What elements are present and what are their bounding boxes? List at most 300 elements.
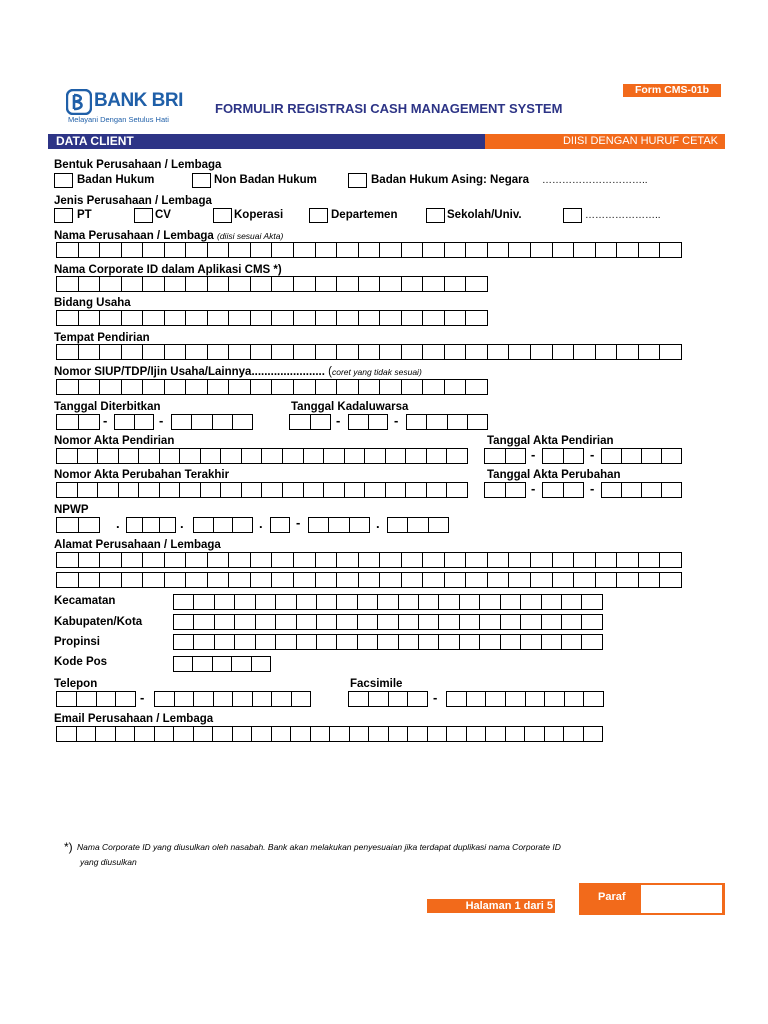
char-cell[interactable] — [57, 311, 79, 325]
char-cell[interactable] — [57, 727, 77, 741]
char-cell[interactable] — [660, 573, 682, 587]
char-cell[interactable] — [521, 615, 541, 629]
char-cell[interactable] — [155, 692, 175, 706]
char-cell[interactable] — [78, 449, 99, 463]
char-cell[interactable] — [488, 345, 510, 359]
char-cell[interactable] — [596, 573, 618, 587]
char-cell[interactable] — [427, 449, 448, 463]
char-cell[interactable] — [565, 692, 585, 706]
char-cell[interactable] — [122, 553, 144, 567]
char-cell[interactable] — [215, 595, 235, 609]
char-cell[interactable] — [337, 311, 359, 325]
char-cell[interactable] — [262, 449, 283, 463]
char-cell[interactable] — [175, 692, 195, 706]
char-cell[interactable] — [143, 277, 165, 291]
char-cell[interactable] — [160, 483, 181, 497]
char-cell[interactable] — [553, 345, 575, 359]
char-cell[interactable] — [468, 415, 488, 429]
telepon-number-boxes[interactable] — [154, 691, 311, 707]
char-cell[interactable] — [399, 595, 419, 609]
char-cell[interactable] — [359, 311, 381, 325]
char-cell[interactable] — [79, 518, 101, 532]
char-cell[interactable] — [316, 345, 338, 359]
char-cell[interactable] — [369, 415, 389, 429]
char-cell[interactable] — [423, 573, 445, 587]
char-cell[interactable] — [116, 692, 136, 706]
char-cell[interactable] — [79, 415, 101, 429]
char-cell[interactable] — [389, 727, 409, 741]
char-cell[interactable] — [485, 483, 506, 497]
char-cell[interactable] — [660, 345, 682, 359]
char-cell[interactable] — [291, 727, 311, 741]
char-cell[interactable] — [229, 243, 251, 257]
char-cell[interactable] — [229, 573, 251, 587]
char-cell[interactable] — [192, 415, 212, 429]
char-cell[interactable] — [506, 449, 527, 463]
char-cell[interactable] — [272, 243, 294, 257]
char-cell[interactable] — [272, 277, 294, 291]
char-cell[interactable] — [317, 635, 337, 649]
char-cell[interactable] — [57, 243, 79, 257]
char-cell[interactable] — [380, 380, 402, 394]
char-cell[interactable] — [337, 553, 359, 567]
char-cell[interactable] — [402, 380, 424, 394]
char-cell[interactable] — [193, 657, 212, 671]
char-cell[interactable] — [304, 483, 325, 497]
char-cell[interactable] — [553, 573, 575, 587]
kode-pos-boxes[interactable] — [173, 656, 271, 672]
char-cell[interactable] — [77, 692, 97, 706]
char-cell[interactable] — [521, 595, 541, 609]
char-cell[interactable] — [122, 311, 144, 325]
char-cell[interactable] — [143, 380, 165, 394]
propinsi-boxes[interactable] — [173, 634, 603, 650]
akta-pendirian-year-boxes[interactable] — [601, 448, 682, 464]
checkbox-lainnya[interactable] — [563, 208, 582, 223]
char-cell[interactable] — [135, 415, 155, 429]
char-cell[interactable] — [531, 243, 553, 257]
terbit-month-boxes[interactable] — [114, 414, 154, 430]
char-cell[interactable] — [564, 449, 585, 463]
char-cell[interactable] — [208, 380, 230, 394]
char-cell[interactable] — [660, 243, 682, 257]
char-cell[interactable] — [309, 518, 329, 532]
char-cell[interactable] — [466, 573, 488, 587]
char-cell[interactable] — [427, 415, 447, 429]
char-cell[interactable] — [574, 345, 596, 359]
char-cell[interactable] — [122, 277, 144, 291]
char-cell[interactable] — [96, 727, 116, 741]
nomor-akta-perubahan-boxes[interactable] — [56, 482, 468, 498]
char-cell[interactable] — [337, 635, 357, 649]
char-cell[interactable] — [439, 635, 459, 649]
char-cell[interactable] — [242, 449, 263, 463]
char-cell[interactable] — [201, 449, 222, 463]
char-cell[interactable] — [119, 449, 140, 463]
char-cell[interactable] — [256, 595, 276, 609]
char-cell[interactable] — [98, 449, 119, 463]
char-cell[interactable] — [574, 573, 596, 587]
char-cell[interactable] — [233, 415, 253, 429]
kecamatan-boxes[interactable] — [173, 594, 603, 610]
char-cell[interactable] — [186, 553, 208, 567]
char-cell[interactable] — [467, 692, 487, 706]
char-cell[interactable] — [531, 345, 553, 359]
char-cell[interactable] — [294, 277, 316, 291]
char-cell[interactable] — [378, 635, 398, 649]
akta-pendirian-month-boxes[interactable] — [542, 448, 584, 464]
char-cell[interactable] — [445, 553, 467, 567]
char-cell[interactable] — [252, 727, 272, 741]
char-cell[interactable] — [564, 727, 584, 741]
char-cell[interactable] — [562, 635, 582, 649]
char-cell[interactable] — [100, 380, 122, 394]
char-cell[interactable] — [408, 518, 428, 532]
char-cell[interactable] — [423, 553, 445, 567]
char-cell[interactable] — [466, 345, 488, 359]
char-cell[interactable] — [208, 345, 230, 359]
char-cell[interactable] — [242, 483, 263, 497]
char-cell[interactable] — [127, 518, 143, 532]
char-cell[interactable] — [448, 415, 468, 429]
char-cell[interactable] — [389, 692, 409, 706]
char-cell[interactable] — [165, 243, 187, 257]
char-cell[interactable] — [233, 692, 253, 706]
char-cell[interactable] — [466, 311, 488, 325]
char-cell[interactable] — [297, 595, 317, 609]
char-cell[interactable] — [602, 483, 622, 497]
char-cell[interactable] — [276, 615, 296, 629]
char-cell[interactable] — [329, 518, 349, 532]
char-cell[interactable] — [402, 243, 424, 257]
char-cell[interactable] — [272, 692, 292, 706]
char-cell[interactable] — [337, 573, 359, 587]
char-cell[interactable] — [349, 415, 369, 429]
char-cell[interactable] — [622, 449, 642, 463]
char-cell[interactable] — [186, 573, 208, 587]
char-cell[interactable] — [466, 380, 488, 394]
char-cell[interactable] — [165, 277, 187, 291]
char-cell[interactable] — [509, 243, 531, 257]
char-cell[interactable] — [311, 727, 331, 741]
char-cell[interactable] — [419, 635, 439, 649]
char-cell[interactable] — [378, 595, 398, 609]
nomor-akta-pendirian-boxes[interactable] — [56, 448, 468, 464]
char-cell[interactable] — [316, 277, 338, 291]
char-cell[interactable] — [460, 615, 480, 629]
char-cell[interactable] — [380, 553, 402, 567]
char-cell[interactable] — [402, 311, 424, 325]
char-cell[interactable] — [186, 277, 208, 291]
akta-perubahan-month-boxes[interactable] — [542, 482, 584, 498]
char-cell[interactable] — [406, 449, 427, 463]
char-cell[interactable] — [221, 449, 242, 463]
char-cell[interactable] — [622, 483, 642, 497]
char-cell[interactable] — [180, 483, 201, 497]
char-cell[interactable] — [486, 727, 506, 741]
char-cell[interactable] — [350, 727, 370, 741]
char-cell[interactable] — [174, 727, 194, 741]
char-cell[interactable] — [402, 345, 424, 359]
char-cell[interactable] — [429, 518, 449, 532]
char-cell[interactable] — [194, 518, 214, 532]
char-cell[interactable] — [317, 615, 337, 629]
char-cell[interactable] — [78, 483, 99, 497]
kadaluwarsa-year-boxes[interactable] — [406, 414, 488, 430]
char-cell[interactable] — [380, 277, 402, 291]
tempat-pendirian-boxes[interactable] — [56, 344, 682, 360]
char-cell[interactable] — [350, 518, 370, 532]
char-cell[interactable] — [501, 615, 521, 629]
char-cell[interactable] — [57, 345, 79, 359]
char-cell[interactable] — [235, 595, 255, 609]
checkbox-koperasi[interactable] — [213, 208, 232, 223]
char-cell[interactable] — [617, 553, 639, 567]
telepon-area-boxes[interactable] — [56, 691, 136, 707]
char-cell[interactable] — [251, 553, 273, 567]
char-cell[interactable] — [122, 243, 144, 257]
char-cell[interactable] — [160, 449, 181, 463]
char-cell[interactable] — [345, 483, 366, 497]
char-cell[interactable] — [380, 345, 402, 359]
char-cell[interactable] — [100, 311, 122, 325]
char-cell[interactable] — [122, 345, 144, 359]
char-cell[interactable] — [272, 727, 292, 741]
char-cell[interactable] — [378, 615, 398, 629]
char-cell[interactable] — [271, 518, 290, 532]
char-cell[interactable] — [290, 415, 311, 429]
char-cell[interactable] — [143, 518, 159, 532]
char-cell[interactable] — [272, 553, 294, 567]
char-cell[interactable] — [359, 380, 381, 394]
char-cell[interactable] — [642, 449, 662, 463]
npwp-part2-boxes[interactable] — [126, 517, 176, 533]
char-cell[interactable] — [100, 553, 122, 567]
char-cell[interactable] — [525, 727, 545, 741]
akta-pendirian-day-boxes[interactable] — [484, 448, 526, 464]
char-cell[interactable] — [174, 635, 194, 649]
char-cell[interactable] — [521, 635, 541, 649]
char-cell[interactable] — [79, 311, 101, 325]
char-cell[interactable] — [201, 483, 222, 497]
char-cell[interactable] — [251, 573, 273, 587]
checkbox-badan-hukum-asing[interactable] — [348, 173, 367, 188]
char-cell[interactable] — [165, 553, 187, 567]
char-cell[interactable] — [194, 692, 214, 706]
char-cell[interactable] — [564, 483, 585, 497]
char-cell[interactable] — [57, 415, 79, 429]
char-cell[interactable] — [294, 311, 316, 325]
char-cell[interactable] — [57, 449, 78, 463]
char-cell[interactable] — [186, 380, 208, 394]
char-cell[interactable] — [213, 657, 232, 671]
char-cell[interactable] — [272, 345, 294, 359]
char-cell[interactable] — [194, 595, 214, 609]
char-cell[interactable] — [542, 615, 562, 629]
char-cell[interactable] — [324, 449, 345, 463]
char-cell[interactable] — [330, 727, 350, 741]
char-cell[interactable] — [337, 615, 357, 629]
char-cell[interactable] — [386, 449, 407, 463]
char-cell[interactable] — [460, 595, 480, 609]
char-cell[interactable] — [79, 380, 101, 394]
char-cell[interactable] — [272, 573, 294, 587]
char-cell[interactable] — [439, 595, 459, 609]
char-cell[interactable] — [642, 483, 662, 497]
char-cell[interactable] — [256, 615, 276, 629]
char-cell[interactable] — [208, 553, 230, 567]
char-cell[interactable] — [545, 727, 565, 741]
char-cell[interactable] — [119, 483, 140, 497]
char-cell[interactable] — [488, 553, 510, 567]
char-cell[interactable] — [194, 727, 214, 741]
char-cell[interactable] — [165, 345, 187, 359]
char-cell[interactable] — [251, 311, 273, 325]
char-cell[interactable] — [501, 635, 521, 649]
char-cell[interactable] — [229, 553, 251, 567]
char-cell[interactable] — [316, 380, 338, 394]
char-cell[interactable] — [509, 553, 531, 567]
char-cell[interactable] — [57, 518, 79, 532]
char-cell[interactable] — [139, 483, 160, 497]
char-cell[interactable] — [213, 415, 233, 429]
char-cell[interactable] — [445, 573, 467, 587]
char-cell[interactable] — [276, 595, 296, 609]
char-cell[interactable] — [365, 483, 386, 497]
char-cell[interactable] — [467, 727, 487, 741]
char-cell[interactable] — [324, 483, 345, 497]
char-cell[interactable] — [447, 449, 468, 463]
char-cell[interactable] — [139, 449, 160, 463]
char-cell[interactable] — [553, 553, 575, 567]
char-cell[interactable] — [143, 553, 165, 567]
char-cell[interactable] — [143, 345, 165, 359]
char-cell[interactable] — [402, 553, 424, 567]
char-cell[interactable] — [388, 518, 408, 532]
char-cell[interactable] — [283, 449, 304, 463]
char-cell[interactable] — [359, 553, 381, 567]
char-cell[interactable] — [174, 595, 194, 609]
char-cell[interactable] — [100, 573, 122, 587]
char-cell[interactable] — [297, 635, 317, 649]
char-cell[interactable] — [506, 483, 527, 497]
terbit-day-boxes[interactable] — [56, 414, 100, 430]
char-cell[interactable] — [276, 635, 296, 649]
char-cell[interactable] — [77, 727, 97, 741]
char-cell[interactable] — [235, 615, 255, 629]
char-cell[interactable] — [174, 615, 194, 629]
char-cell[interactable] — [380, 243, 402, 257]
char-cell[interactable] — [582, 635, 602, 649]
email-boxes[interactable] — [56, 726, 603, 742]
char-cell[interactable] — [229, 311, 251, 325]
char-cell[interactable] — [100, 345, 122, 359]
char-cell[interactable] — [256, 635, 276, 649]
char-cell[interactable] — [294, 573, 316, 587]
char-cell[interactable] — [297, 615, 317, 629]
char-cell[interactable] — [79, 345, 101, 359]
char-cell[interactable] — [369, 727, 389, 741]
char-cell[interactable] — [57, 380, 79, 394]
akta-perubahan-year-boxes[interactable] — [601, 482, 682, 498]
char-cell[interactable] — [57, 692, 77, 706]
nomor-siup-boxes[interactable] — [56, 379, 488, 395]
char-cell[interactable] — [100, 243, 122, 257]
char-cell[interactable] — [447, 727, 467, 741]
char-cell[interactable] — [253, 692, 273, 706]
char-cell[interactable] — [233, 727, 253, 741]
char-cell[interactable] — [337, 380, 359, 394]
char-cell[interactable] — [543, 449, 564, 463]
char-cell[interactable] — [337, 345, 359, 359]
char-cell[interactable] — [180, 449, 201, 463]
char-cell[interactable] — [143, 243, 165, 257]
char-cell[interactable] — [304, 449, 325, 463]
char-cell[interactable] — [545, 692, 565, 706]
char-cell[interactable] — [602, 449, 622, 463]
char-cell[interactable] — [542, 595, 562, 609]
alamat-line2-boxes[interactable] — [56, 572, 682, 588]
checkbox-cv[interactable] — [134, 208, 153, 223]
char-cell[interactable] — [358, 615, 378, 629]
char-cell[interactable] — [186, 243, 208, 257]
char-cell[interactable] — [423, 345, 445, 359]
char-cell[interactable] — [399, 615, 419, 629]
char-cell[interactable] — [311, 415, 332, 429]
char-cell[interactable] — [251, 380, 273, 394]
char-cell[interactable] — [165, 573, 187, 587]
char-cell[interactable] — [584, 692, 604, 706]
char-cell[interactable] — [283, 483, 304, 497]
char-cell[interactable] — [98, 483, 119, 497]
char-cell[interactable] — [213, 727, 233, 741]
char-cell[interactable] — [596, 243, 618, 257]
char-cell[interactable] — [480, 595, 500, 609]
char-cell[interactable] — [186, 311, 208, 325]
kadaluwarsa-month-boxes[interactable] — [348, 414, 388, 430]
char-cell[interactable] — [542, 635, 562, 649]
char-cell[interactable] — [165, 311, 187, 325]
char-cell[interactable] — [380, 311, 402, 325]
char-cell[interactable] — [509, 345, 531, 359]
char-cell[interactable] — [57, 553, 79, 567]
char-cell[interactable] — [337, 277, 359, 291]
char-cell[interactable] — [574, 243, 596, 257]
char-cell[interactable] — [229, 345, 251, 359]
char-cell[interactable] — [408, 692, 428, 706]
char-cell[interactable] — [57, 573, 79, 587]
npwp-part5-boxes[interactable] — [308, 517, 370, 533]
corporate-id-boxes[interactable] — [56, 276, 488, 292]
char-cell[interactable] — [115, 415, 135, 429]
char-cell[interactable] — [272, 380, 294, 394]
char-cell[interactable] — [172, 415, 192, 429]
char-cell[interactable] — [345, 449, 366, 463]
char-cell[interactable] — [543, 483, 564, 497]
facsimile-area-boxes[interactable] — [348, 691, 428, 707]
npwp-part6-boxes[interactable] — [387, 517, 449, 533]
char-cell[interactable] — [79, 277, 101, 291]
char-cell[interactable] — [143, 311, 165, 325]
char-cell[interactable] — [428, 727, 448, 741]
char-cell[interactable] — [252, 657, 271, 671]
char-cell[interactable] — [359, 573, 381, 587]
char-cell[interactable] — [402, 573, 424, 587]
char-cell[interactable] — [229, 380, 251, 394]
char-cell[interactable] — [135, 727, 155, 741]
char-cell[interactable] — [639, 573, 661, 587]
char-cell[interactable] — [100, 277, 122, 291]
